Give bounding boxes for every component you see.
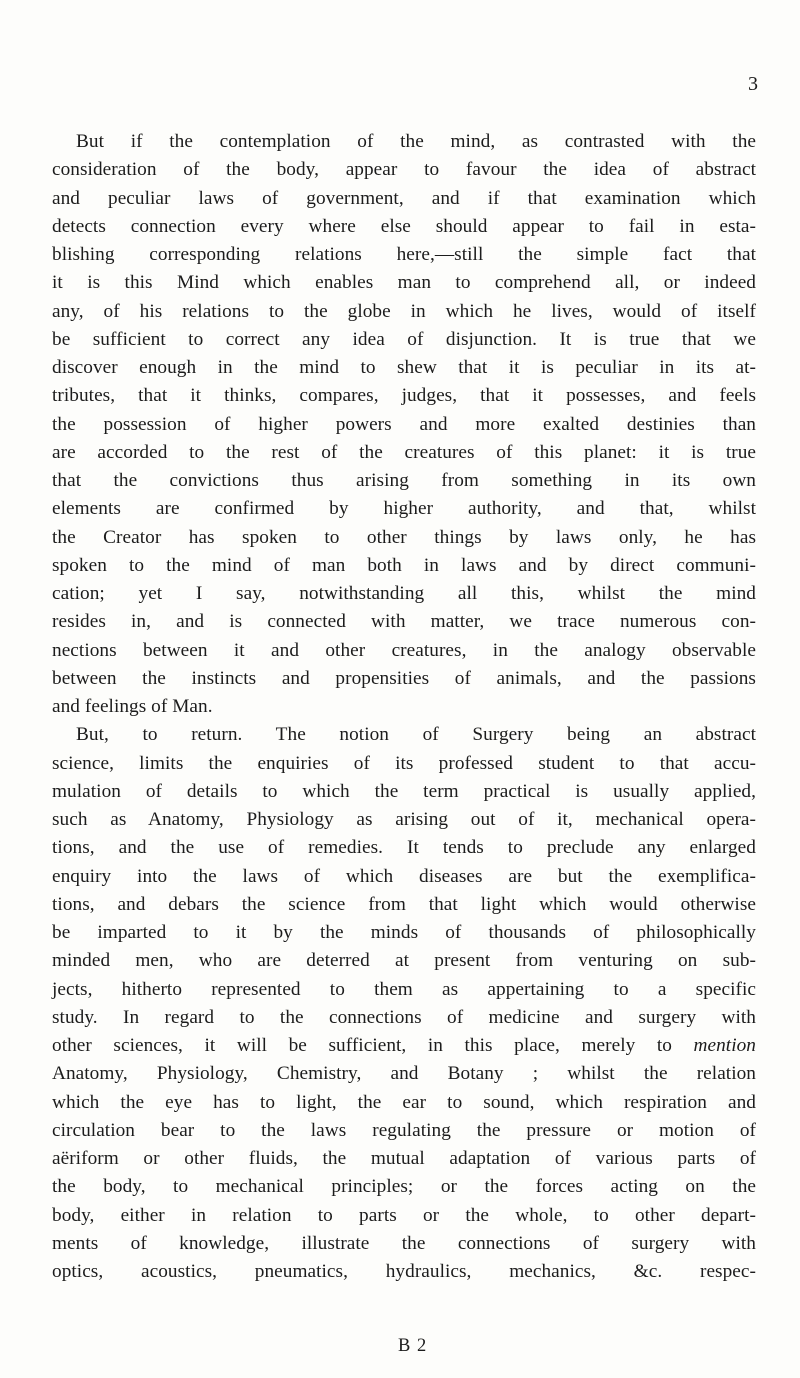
text-line bbox=[52, 185, 756, 213]
text-line-content: body, either in relation to parts or the whole, to other depart- bbox=[52, 1204, 756, 1226]
text-line bbox=[52, 976, 756, 1004]
text-line bbox=[52, 156, 756, 184]
text-line-content: the body, to mechanical principles; or the forces acting on the bbox=[52, 1176, 756, 1198]
text-line bbox=[52, 241, 756, 269]
signature-mark: B 2 bbox=[398, 1336, 428, 1356]
text-line-content: be imparted to it by the minds of thousands of philosophically bbox=[52, 922, 756, 943]
text-line bbox=[52, 552, 756, 580]
text-line bbox=[52, 721, 756, 749]
text-line bbox=[52, 1004, 756, 1032]
text-line bbox=[52, 750, 756, 778]
text-line bbox=[52, 382, 756, 410]
text-line bbox=[52, 298, 756, 326]
text-line-content: consideration of the body, appear to favour the idea of abstract bbox=[52, 159, 756, 181]
text-line bbox=[52, 128, 756, 156]
text-line bbox=[52, 608, 756, 636]
text-line-content: spoken to the mind of man both in laws and by direct communi- bbox=[52, 554, 756, 576]
text-line-content: mulation of details to which the term practical is usually applied, bbox=[52, 780, 756, 802]
text-line bbox=[52, 834, 756, 862]
text-line bbox=[52, 947, 756, 975]
text-line-content: blishing corresponding relations here,—still the simple fact that bbox=[52, 244, 756, 265]
text-line-content: But, to return. The notion of Surgery being an abstract bbox=[76, 724, 756, 746]
text-line-content: cation; yet I say, notwithstanding all this, whilst the mind bbox=[52, 583, 756, 604]
text-line-content: circulation bear to the laws regulating the pressure or motion of bbox=[52, 1119, 756, 1141]
text-line-content: between the instincts and propensities of animals, and the passions bbox=[52, 667, 756, 689]
text-line-content: resides in, and is connected with matter, we trace numerous con- bbox=[52, 611, 756, 633]
text-line-content: and peculiar laws of government, and if that examination which bbox=[52, 187, 756, 209]
text-line-content: Anatomy, Physiology, Chemistry, and Botany ; whilst the relation bbox=[52, 1063, 756, 1085]
text-line-content: any, of his relations to the globe in which he lives, would of itself bbox=[52, 300, 756, 322]
text-line bbox=[52, 1032, 756, 1060]
text-line-content: it is this Mind which enables man to comprehend all, or indeed bbox=[52, 272, 756, 294]
text-line-content: tions, and debars the science from that light which would otherwise bbox=[52, 893, 756, 915]
text-line-content: optics, acoustics, pneumatics, hydraulics, mechanics, &c. respec- bbox=[52, 1261, 756, 1282]
text-line-content: enquiry into the laws of which diseases are but the exemplifica- bbox=[52, 865, 756, 887]
text-line-content: other sciences, it will be sufficient, in this place, merely to bbox=[52, 1035, 672, 1056]
text-line bbox=[52, 439, 756, 467]
text-line bbox=[52, 524, 756, 552]
text-line-content: nections between it and other creatures, in the analogy observable bbox=[52, 639, 756, 661]
text-line-content: be sufficient to correct any idea of disjunction. It is true that we bbox=[52, 328, 756, 350]
text-line-content: such as Anatomy, Physiology as arising out of it, mechanical opera- bbox=[52, 809, 756, 830]
text-line-content: tributes, that it thinks, compares, judges, that it possesses, and feels bbox=[52, 385, 756, 407]
text-line bbox=[52, 1117, 756, 1145]
text-line-content: aëriform or other fluids, the mutual adaptation of various parts of bbox=[52, 1148, 756, 1169]
text-line bbox=[52, 1202, 756, 1230]
text-line bbox=[52, 863, 756, 891]
text-line bbox=[52, 354, 756, 382]
emphasized-word: mention bbox=[693, 1035, 756, 1056]
text-line-content: elements are confirmed by higher authority, and that, whilst bbox=[52, 498, 756, 520]
text-line-content: study. In regard to the connections of medicine and surgery with bbox=[52, 1006, 756, 1028]
text-line-content: But if the contemplation of the mind, as contrasted with the bbox=[76, 131, 756, 152]
text-line bbox=[52, 411, 756, 439]
text-line bbox=[52, 806, 756, 834]
text-line bbox=[52, 891, 756, 919]
text-line bbox=[52, 1173, 756, 1201]
text-line-content: are accorded to the rest of the creatures of this planet: it is true bbox=[52, 441, 756, 463]
text-line-content: detects connection every where else should appear to fail in esta- bbox=[52, 215, 756, 237]
text-line bbox=[52, 326, 756, 354]
text-line-content: discover enough in the mind to shew that it is peculiar in its at- bbox=[52, 357, 756, 378]
text-line bbox=[52, 1230, 756, 1258]
text-line bbox=[52, 637, 756, 665]
text-line bbox=[52, 1089, 756, 1117]
text-line bbox=[52, 1258, 756, 1286]
text-line bbox=[52, 919, 756, 947]
text-line-content: science, limits the enquiries of its professed student to that accu- bbox=[52, 752, 756, 774]
text-line bbox=[52, 269, 756, 297]
text-line bbox=[52, 213, 756, 241]
text-line-content: and feelings of Man. bbox=[52, 696, 213, 717]
text-line bbox=[52, 580, 756, 608]
text-line bbox=[52, 467, 756, 495]
text-line-content: jects, hitherto represented to them as appertaining to a specific bbox=[52, 978, 756, 1000]
text-line bbox=[52, 1060, 756, 1088]
text-line-content: tions, and the use of remedies. It tends to preclude any enlarged bbox=[52, 837, 756, 859]
text-line-content: that the convictions thus arising from something in its own bbox=[52, 470, 756, 491]
text-line-content: minded men, who are deterred at present from venturing on sub- bbox=[52, 950, 756, 972]
text-line bbox=[52, 778, 756, 806]
page-number: 3 bbox=[748, 73, 758, 95]
body-text bbox=[52, 128, 756, 1286]
text-line bbox=[52, 495, 756, 523]
text-line-content: which the eye has to light, the ear to sound, which respiration and bbox=[52, 1091, 756, 1113]
text-line bbox=[52, 1145, 756, 1173]
text-line bbox=[52, 693, 756, 721]
text-line-content: the possession of higher powers and more exalted destinies than bbox=[52, 413, 756, 435]
text-line bbox=[52, 665, 756, 693]
text-line-content: the Creator has spoken to other things by laws only, he has bbox=[52, 526, 756, 548]
text-line-content: ments of knowledge, illustrate the connections of surgery with bbox=[52, 1232, 756, 1254]
